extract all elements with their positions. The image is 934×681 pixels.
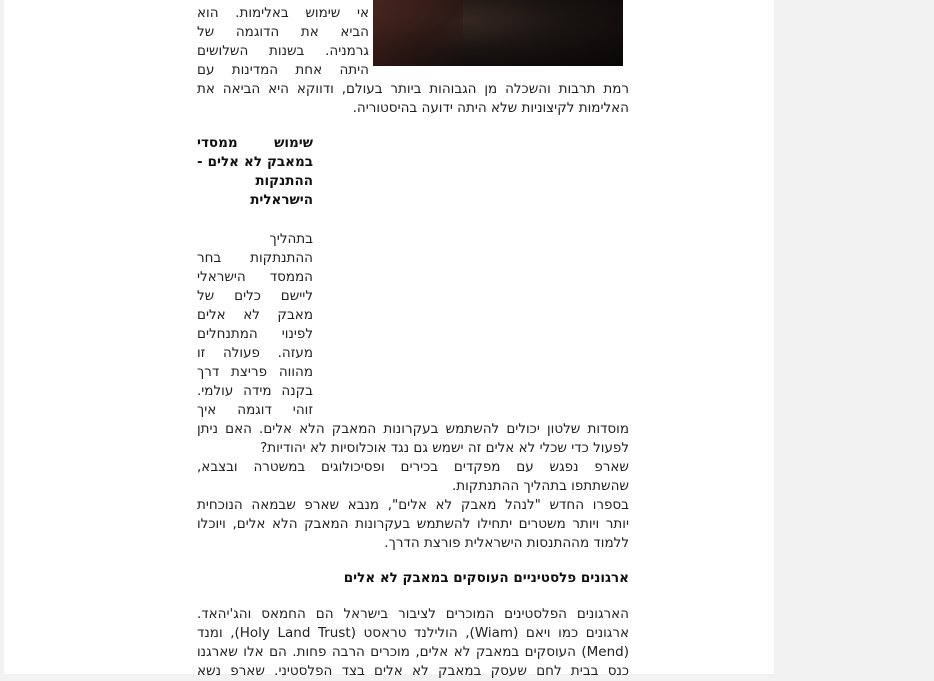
- article-photo-detail: [373, 0, 463, 66]
- heading-line: ההתנקות: [255, 173, 313, 189]
- text-line: היתה אחת המדינות עם: [197, 62, 369, 78]
- intro-full-paragraph: [197, 80, 629, 118]
- text-line: ארגונים כמו ויאם (Wiam), הולילנד טראסט (Holy Land Trust), ומנד: [197, 625, 630, 641]
- heading-line: ארגונים פלסטיניים העוסקים במאבק לא אלים: [343, 570, 629, 586]
- section2-paragraph: [197, 605, 629, 681]
- text-line: בספרו החדש "לנהל מאבק לא אלים", מנבא שארפ שבמאה הנוכחית: [197, 497, 629, 513]
- text-line: ליישם כלים של: [197, 288, 313, 304]
- text-line: ההתנתקות בחר: [197, 250, 313, 266]
- section-heading-palestinian-orgs: [197, 569, 629, 588]
- text-line: הארגונים הפלסטינים המוכרים לציבור בישראל הם החמאס והג'יהאד.: [197, 606, 629, 622]
- text-line: מהווה פריצת דרך: [197, 364, 313, 380]
- text-line: האלימות לקיצוניות שלא היתה ידועה בהיסטוריה.: [352, 100, 629, 116]
- text-line: בקנה מידה עולמי.: [197, 383, 313, 399]
- text-line: אי שימוש באלימות. הוא: [197, 5, 369, 21]
- text-line: לפינוי המתנחלים: [197, 326, 313, 342]
- text-line: לפעול כדי שכלי לא אלים זה ישמש גם נגד אוכלוסיות לא יהודיות?: [260, 440, 629, 456]
- text-line: מאבק לא אלים: [197, 307, 313, 323]
- heading-line: במאבק לא אלים -: [197, 154, 313, 170]
- text-line: שארפ נפגש עם מפקדים בכירים ופסיכולוגים במשטרה ובצבא,: [197, 459, 629, 475]
- text-line: מוסדות שלטון יכולים להשתמש בעקרונות המאבק הלא אלים. האם ניתן: [197, 421, 629, 437]
- text-line: זוהי דוגמה איך: [197, 402, 313, 418]
- heading-line: שימוש ממסדי: [197, 135, 313, 151]
- heading-line: הישראלית: [250, 192, 313, 208]
- section1-narrow-paragraph: [197, 230, 313, 420]
- text-line: רמת תרבות והשכלה מן הגבוהות ביותר בעולם, ודווקא היא הביאה את: [197, 81, 629, 97]
- text-line: גרמניה. בשנות השלושים: [197, 43, 369, 59]
- intro-narrow-paragraph: [197, 4, 369, 80]
- text-line: שהשתתפו בתהליך ההתנתקות.: [451, 478, 629, 494]
- text-line: יותר ויותר משטרים יתחילו להשתמש בעקרונות המאבק הלא אלים, ויוכלו: [197, 516, 629, 532]
- text-line: מעזה. פעולה זו: [197, 345, 313, 361]
- section1-full-paragraph: [197, 420, 629, 553]
- text-line: בתהליך: [269, 231, 313, 247]
- section-heading-disengagement: [197, 134, 313, 210]
- text-line: ללמוד מההתנסות הישראלית פורצת הדרך.: [384, 535, 629, 551]
- text-line: (Mend) העוסקים במאבק לא אלים, מוכרים הרבה פחות. הם אלו שארגנו: [197, 644, 629, 660]
- text-line: הביא את הדוגמה של: [197, 24, 369, 40]
- text-line: כנס בבית לחם שעסק במאבק לא אלים בצד הפלסטיני. שארפ נשא: [197, 663, 629, 679]
- text-line: הממסד הישראלי: [197, 269, 313, 285]
